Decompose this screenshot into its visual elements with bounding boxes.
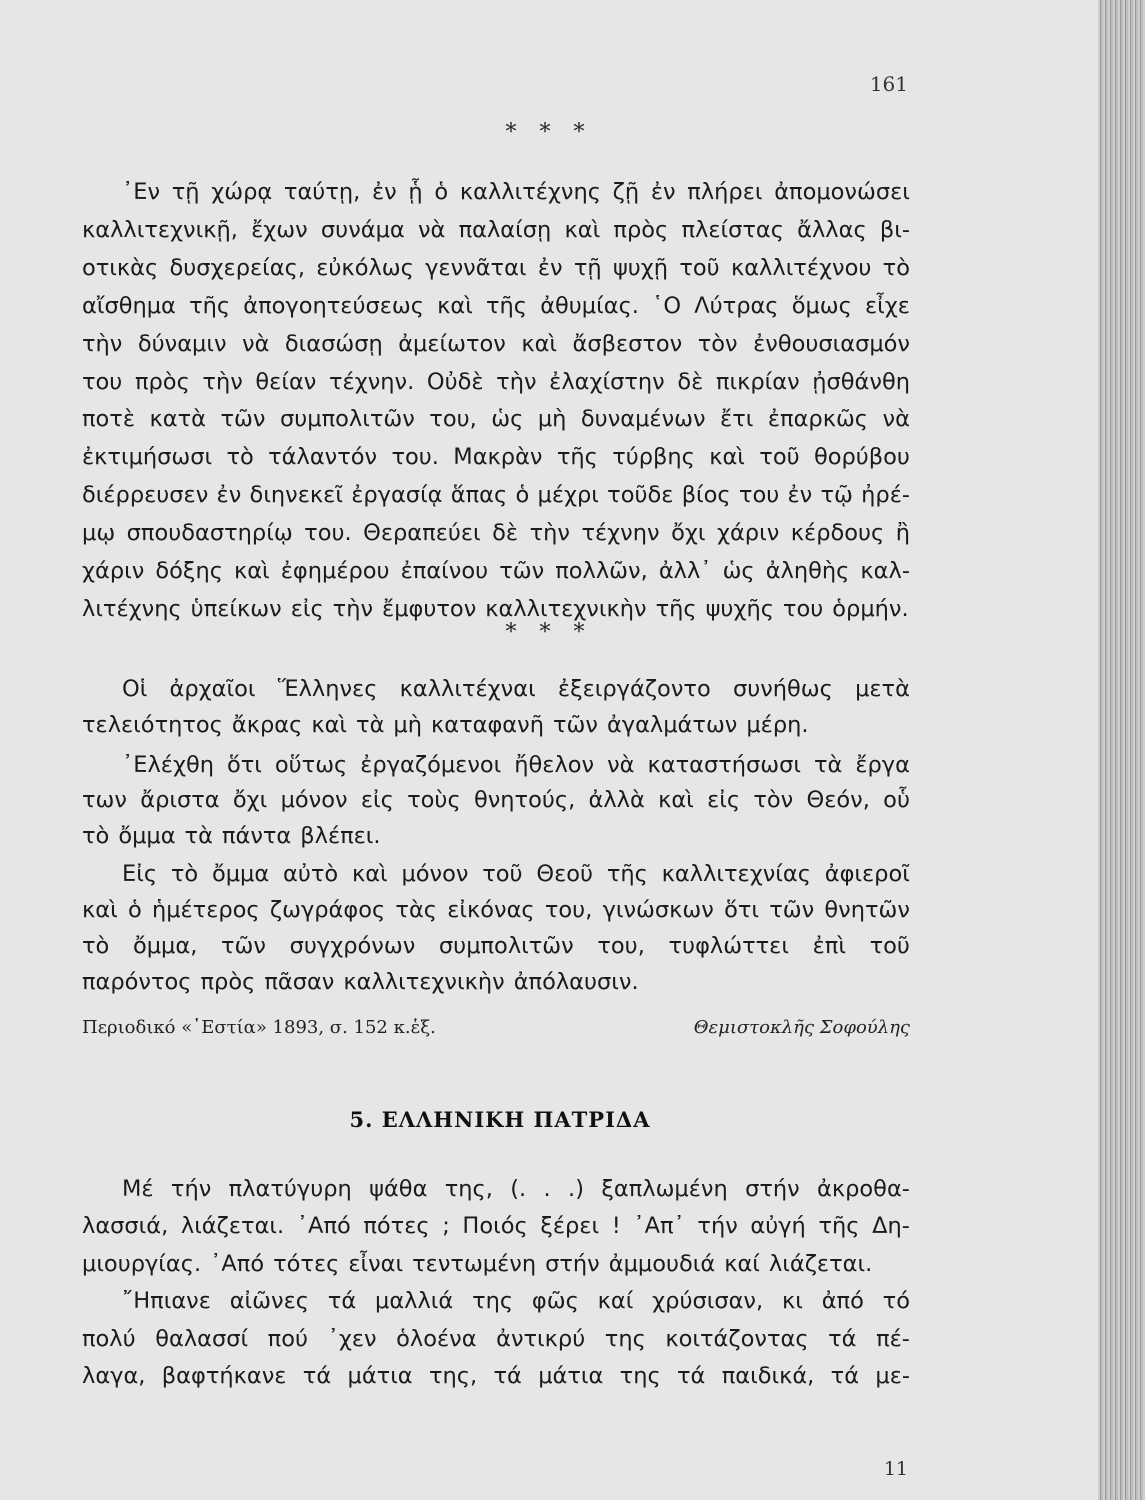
text-line: παρόντος πρὸς πᾶσαν καλλιτεχνικὴν ἀπόλαυσιν.	[82, 969, 639, 995]
text-line: ἐκτιμήσωσι τὸ τάλαντόν του. Μακρὰν τῆς τύρβης καὶ τοῦ θορύβου	[82, 444, 910, 470]
text-line: ᾿Ελέχθη ὅτι οὕτως ἐργαζόμενοι ἤθελον νὰ καταστήσωσι τὰ ἔργα	[122, 752, 910, 778]
text-line: μῳ σπουδαστηρίῳ του. Θεραπεύει δὲ τὴν τέχνην ὄχι χάριν κέρδους ἢ	[82, 520, 910, 546]
text-line: του πρὸς τὴν θείαν τέχνην. Οὐδὲ τὴν ἐλαχίστην δὲ πικρίαν ᾐσθάνθη	[82, 369, 910, 395]
source-citation: Περιοδικό «῾Εστία» 1893, σ. 152 κ.ἑξ.	[82, 1017, 436, 1038]
text-line: ῎Ηπιανε αἰῶνες τά μαλλιά της φῶς καί χρύσισαν, κι ἀπό τό	[122, 1288, 910, 1314]
page-number-bottom: 11	[883, 1458, 908, 1480]
text-line: τὴν δύναμιν νὰ διασώσῃ ἀμείωτον καὶ ἄσβεστον τὸν ἐνθουσιασμόν	[82, 331, 910, 357]
text-line: Οἱ ἀρχαῖοι Ἕλληνες καλλιτέχναι ἐξειργάζοντο συνήθως μετὰ	[122, 676, 910, 702]
text-line: οτικὰς δυσχερείας, εὐκόλως γεννᾶται ἐν τῇ ψυχῇ τοῦ καλλιτέχνου τὸ	[82, 255, 910, 281]
text-line: διέρρευσεν ἐν διηνεκεῖ ἐργασίᾳ ἅπας ὁ μέχρι τοῦδε βίος του ἐν τῷ ἠρέ-	[82, 482, 910, 508]
chapter-heading: 5. ΕΛΛΗΝΙΚΗ ΠΑΤΡΙΔΑ	[349, 1107, 651, 1132]
text-line: λασσιά, λιάζεται. ᾿Από πότες ; Ποιός ξέρει ! ᾿Απ᾿ τήν αὐγή τῆς Δη-	[82, 1213, 910, 1239]
text-line: πολύ θαλασσί πού ᾿χεν ὁλοένα ἀντικρύ της κοιτάζοντας τά πέ-	[82, 1326, 910, 1352]
page-stack-edge	[1098, 0, 1145, 1500]
text-line: χάριν δόξης καὶ ἐφημέρου ἐπαίνου τῶν πολλῶν, ἀλλ᾿ ὡς ἀληθὴς καλ-	[82, 558, 910, 584]
text-line: αἴσθημα τῆς ἀπογοητεύσεως καὶ τῆς ἀθυμίας. ῾Ο Λύτρας ὅμως εἶχε	[82, 293, 910, 319]
page-number-top: 161	[869, 72, 908, 96]
text-line: Εἰς τὸ ὄμμα αὐτὸ καὶ μόνον τοῦ Θεοῦ τῆς καλλιτεχνίας ἀφιεροῖ	[122, 861, 910, 887]
text-line: μιουργίας. ᾿Από τότες εἶναι τεντωμένη στήν ἀμμουδιά καί λιάζεται.	[82, 1251, 873, 1277]
author-name: Θεμιστοκλῆς Σοφούλης	[693, 1017, 910, 1038]
text-line: ποτὲ κατὰ τῶν συμπολιτῶν του, ὡς μὴ δυναμένων ἔτι ἐπαρκῶς νὰ	[82, 406, 910, 432]
text-line: καὶ ὁ ἡμέτερος ζωγράφος τὰς εἰκόνας του, γινώσκων ὅτι τῶν θνητῶν	[82, 897, 910, 923]
text-line: των ἄριστα ὄχι μόνον εἰς τοὺς θνητούς, ἀλλὰ καὶ εἰς τὸν Θεόν, οὗ	[82, 787, 910, 813]
text-line: τὸ ὄμμα τὰ πάντα βλέπει.	[82, 823, 381, 849]
text-line: καλλιτεχνικῇ, ἔχων συνάμα νὰ παλαίσῃ καὶ πρὸς πλείστας ἄλλας βι-	[82, 217, 910, 243]
text-line: λιτέχνης ὑπείκων εἰς τὴν ἔμφυτον καλλιτεχνικὴν τῆς ψυχῆς του ὁρμήν.	[82, 596, 909, 622]
text-line: τελειότητος ἄκρας καὶ τὰ μὴ καταφανῆ τῶν ἀγαλμάτων μέρη.	[82, 712, 809, 738]
text-line: ᾿Εν τῇ χώρᾳ ταύτῃ, ἐν ᾗ ὁ καλλιτέχνης ζῇ ἐν πλήρει ἀπομονώσει	[122, 179, 910, 205]
section-separator: * * *	[505, 120, 593, 145]
text-line: Μέ τήν πλατύγυρη ψάθα της, (. . .) ξαπλωμένη στήν ἀκροθα-	[122, 1176, 910, 1202]
text-line: τὸ ὄμμα, τῶν συγχρόνων συμπολιτῶν του, τυφλώττει ἐπὶ τοῦ	[82, 933, 910, 959]
section-separator: * * *	[505, 620, 593, 645]
text-line: λαγα, βαφτήκανε τά μάτια της, τά μάτια της τά παιδικά, τά με-	[82, 1363, 910, 1389]
